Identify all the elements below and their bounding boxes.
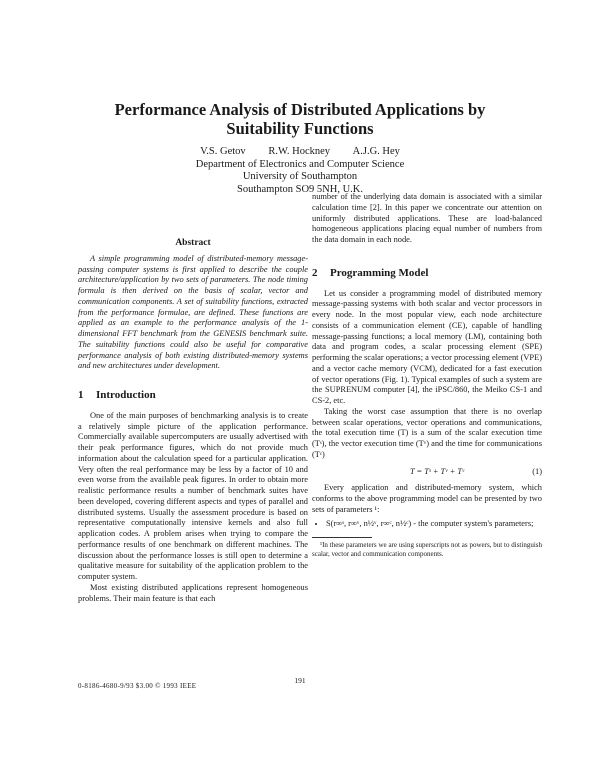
- section-2-paragraph-3: Every application and distributed-memory system, which conforms to the above programming model can be presented by two sets of parameters ¹:: [312, 483, 542, 514]
- section-2-number: 2: [312, 266, 318, 279]
- section-2-paragraph-1: Let us consider a programming model of distributed memory message-passing systems with both scalar and vector processors in every node. In the most popular view, each node architecture consists of a communication element (CE), capable of handling message-passing functions; a local memory (LM), containing both data and program codes, a scalar processing element (SPE) performing the scalar operations; a vector processing element (VPE) and a vector cache memory (VCM), dedicated for a fast execution of vector operations (Fig. 1). Typical examples of such a system are the SUPRENUM computer [4], the iPSC/860, the Meiko CS-1 and CS-2, etc.: [312, 288, 542, 405]
- affiliation-university: University of Southampton: [242, 171, 358, 182]
- left-column: [78, 238, 308, 604]
- section-1-number: 1: [78, 389, 84, 401]
- affiliation-address: Southampton SO9 5NH, U.K.: [236, 183, 363, 195]
- equation-1: [312, 461, 542, 484]
- paper-title: [0, 100, 600, 138]
- footnote-rule: [312, 537, 372, 538]
- affiliation-department: Department of Electronics and Computer Science: [195, 158, 405, 170]
- equation-label: (1): [532, 466, 542, 476]
- abstract-text: A simple programming model of distributed-memory message-passing computer systems is first applied to describe the couple architecture/application by two sets of parameters. The node timing formula is then derived on the basis of scalar, vector and communication components. A set of suitability functions, extracted from the performance formulae, are defined. These functions are applied as an example to the performance analysis of the 1-dimensional FFT benchmark from the GENESIS benchmark suite. The suitability functions could also be useful for comparative performance analysis of both existing distributed-memory systems and new architectures under development.: [78, 253, 308, 371]
- title-line-1: Performance Analysis of Distributed Applications by: [114, 100, 486, 119]
- section-1-heading: [78, 390, 308, 401]
- abstract-heading: Abstract: [175, 238, 211, 248]
- section-2-heading: [312, 268, 542, 279]
- right-column: [312, 192, 542, 558]
- parameter-item: • S(r∞ˢ, r∞ᵛ, n½ᵛ, r∞ᶜ, n½ᶜ) - the computer system's parameters;: [326, 519, 542, 530]
- author-1: V.S. Getov: [200, 146, 246, 157]
- section-2-title: Programming Model: [330, 266, 429, 279]
- section-2-paragraph-2: Taking the worst case assumption that there is no overlap between scalar operations, vector operations and communications, the total execution time (T) is a sum of the scalar execution time (Tˢ), the vector execution time (Tᵛ) and the time for communications (Tᶜ): [312, 406, 542, 459]
- intro-continuation: number of the underlying data domain is associated with a similar calculation time [2]. In this paper we concentrate our attention on uniformly distributed applications. These are load-balanced homogeneous applications placing equal number of numbers from the data domain in each node.: [312, 192, 542, 244]
- section-1-title: Introduction: [96, 389, 156, 401]
- author-block: [0, 146, 600, 196]
- parameter-list: [312, 519, 542, 530]
- footnote: ¹In these parameters we are using superscripts not as powers, but to distinguish scalar, vector and communication components.: [312, 541, 542, 558]
- author-3: A.J.G. Hey: [352, 146, 400, 157]
- author-names: [0, 146, 600, 159]
- copyright-line: 0-8186-4680-9/93 $3.00 © 1993 IEEE: [78, 682, 197, 690]
- section-1-paragraph-2: Most existing distributed applications represent homogeneous problems. Their main feature is that each: [78, 582, 308, 603]
- title-line-2: Suitability Functions: [226, 119, 374, 138]
- equation-expression: T = Tˢ + Tᵛ + Tᶜ: [409, 466, 465, 476]
- author-2: R.W. Hockney: [268, 146, 331, 157]
- page-number: 191: [294, 676, 306, 685]
- section-1-paragraph-1: One of the main purposes of benchmarking analysis is to create a relatively simple picture of the application performance. Commercially available supercomputers are usually advertised with their peak performance figures, which do not provide much information about the calculation speed for a particular application. Very often the real performance may be less by a factor of 10 and even worse from the available peak figures. In order to obtain more realistic performance results a number of benchmark suites have been developed, covering different aspects and types of parallel and distributed systems. Usually the assessment procedure is based on representative computationally intensive kernels and also full application codes. A problem arises when trying to compare the performance results of one benchmark on different machines. The discussion about the performance losses is still open to determine a qualitative measure for suitability of the application problem to the computer system.: [78, 410, 308, 581]
